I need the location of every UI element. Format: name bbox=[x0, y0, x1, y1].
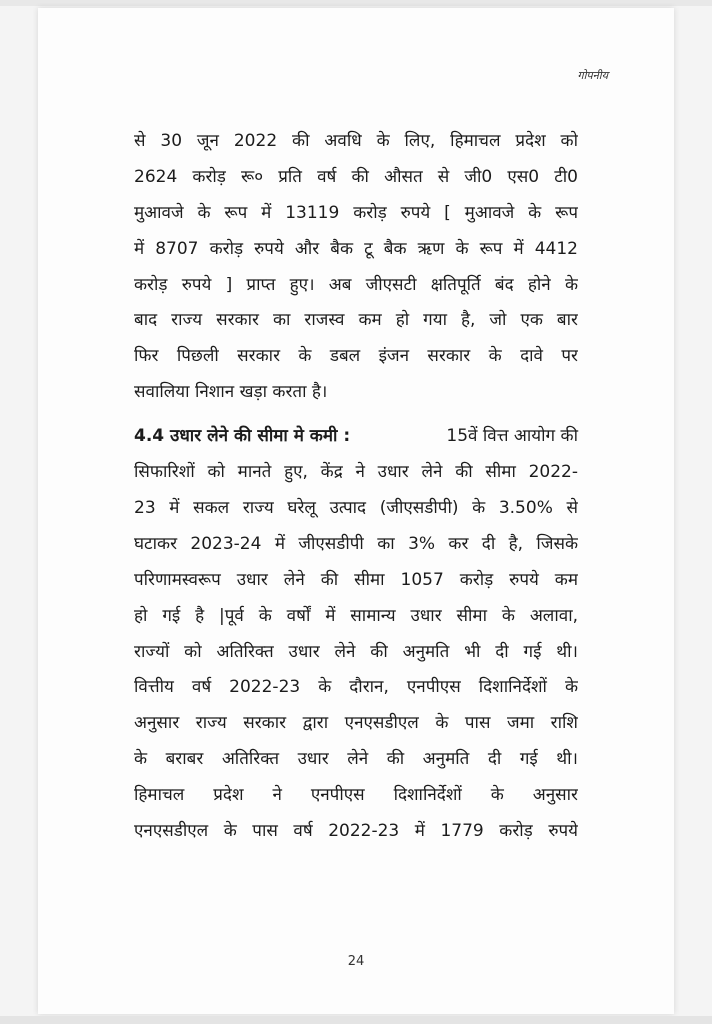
text-line: फिर पिछली सरकार के डबल इंजन सरकार के दावे पर bbox=[134, 346, 578, 367]
text-line: परिणामस्वरूप उधार लेने की सीमा 1057 करोड़ रुपये कम bbox=[134, 569, 578, 590]
text-line: हिमाचल प्रदेश ने एनपीएस दिशानिर्देशों के अनुसार bbox=[134, 785, 578, 806]
section-first-line-text: 15वें वित्त आयोग की bbox=[446, 426, 578, 447]
text-line: वित्तीय वर्ष 2022-23 के दौरान, एनपीएस दिशानिर्देशों के bbox=[134, 677, 578, 698]
confidential-header-mark: गोपनीय bbox=[577, 69, 608, 82]
text-line: राज्यों को अतिरिक्त उधार लेने की अनुमति भी दी गई थी। bbox=[134, 641, 578, 662]
section-borrowing-limit bbox=[134, 419, 578, 850]
paragraph-gst-compensation bbox=[134, 124, 578, 411]
text-line: 2624 करोड़ रू० प्रति वर्ष की औसत से जी0 एस0 टी0 bbox=[134, 166, 578, 187]
text-line: घटाकर 2023-24 में जीएसडीपी का 3% कर दी है, जिसके bbox=[134, 533, 578, 554]
bottom-edge-strip bbox=[0, 1016, 712, 1024]
text-line: मुआवजे के रूप में 13119 करोड़ रुपये [ मुआवजे के रूप bbox=[134, 202, 578, 223]
top-edge-strip bbox=[0, 0, 712, 6]
text-line: सवालिया निशान खड़ा करता है। bbox=[134, 382, 328, 403]
text-line: सिफारिशों को मानते हुए, केंद्र ने उधार लेने की सीमा 2022- bbox=[134, 462, 578, 483]
paragraph-gap bbox=[134, 411, 578, 419]
text-line: अनुसार राज्य सरकार द्वारा एनएसडीएल के पास जमा राशि bbox=[134, 713, 578, 734]
text-line: हो गई है |पूर्व के वर्षों में सामान्य उधार सीमा के अलावा, bbox=[134, 605, 578, 626]
text-line: के बराबर अतिरिक्त उधार लेने की अनुमति दी गई थी। bbox=[134, 749, 578, 770]
text-line: करोड़ रुपये ] प्राप्त हुए। अब जीएसटी क्षतिपूर्ति बंद होने के bbox=[134, 274, 578, 295]
text-line: में 8707 करोड़ रुपये और बैक टू बैक ऋण के रूप में 4412 bbox=[134, 238, 578, 259]
page-number: 24 bbox=[347, 954, 365, 969]
text-line: 23 में सकल राज्य घरेलू उत्पाद (जीएसडीपी) के 3.50% से bbox=[134, 497, 578, 518]
section-first-line bbox=[134, 419, 578, 455]
section-heading: 4.4 उधार लेने की सीमा मे कमी : bbox=[134, 426, 351, 447]
text-line: से 30 जून 2022 की अवधि के लिए, हिमाचल प्रदेश को bbox=[134, 131, 578, 151]
text-line: एनएसडीएल के पास वर्ष 2022-23 में 1779 करोड़ रुपये bbox=[134, 820, 578, 841]
document-body bbox=[134, 124, 578, 850]
text-line: बाद राज्य सरकार का राजस्व कम हो गया है, जो एक बार bbox=[134, 310, 578, 331]
